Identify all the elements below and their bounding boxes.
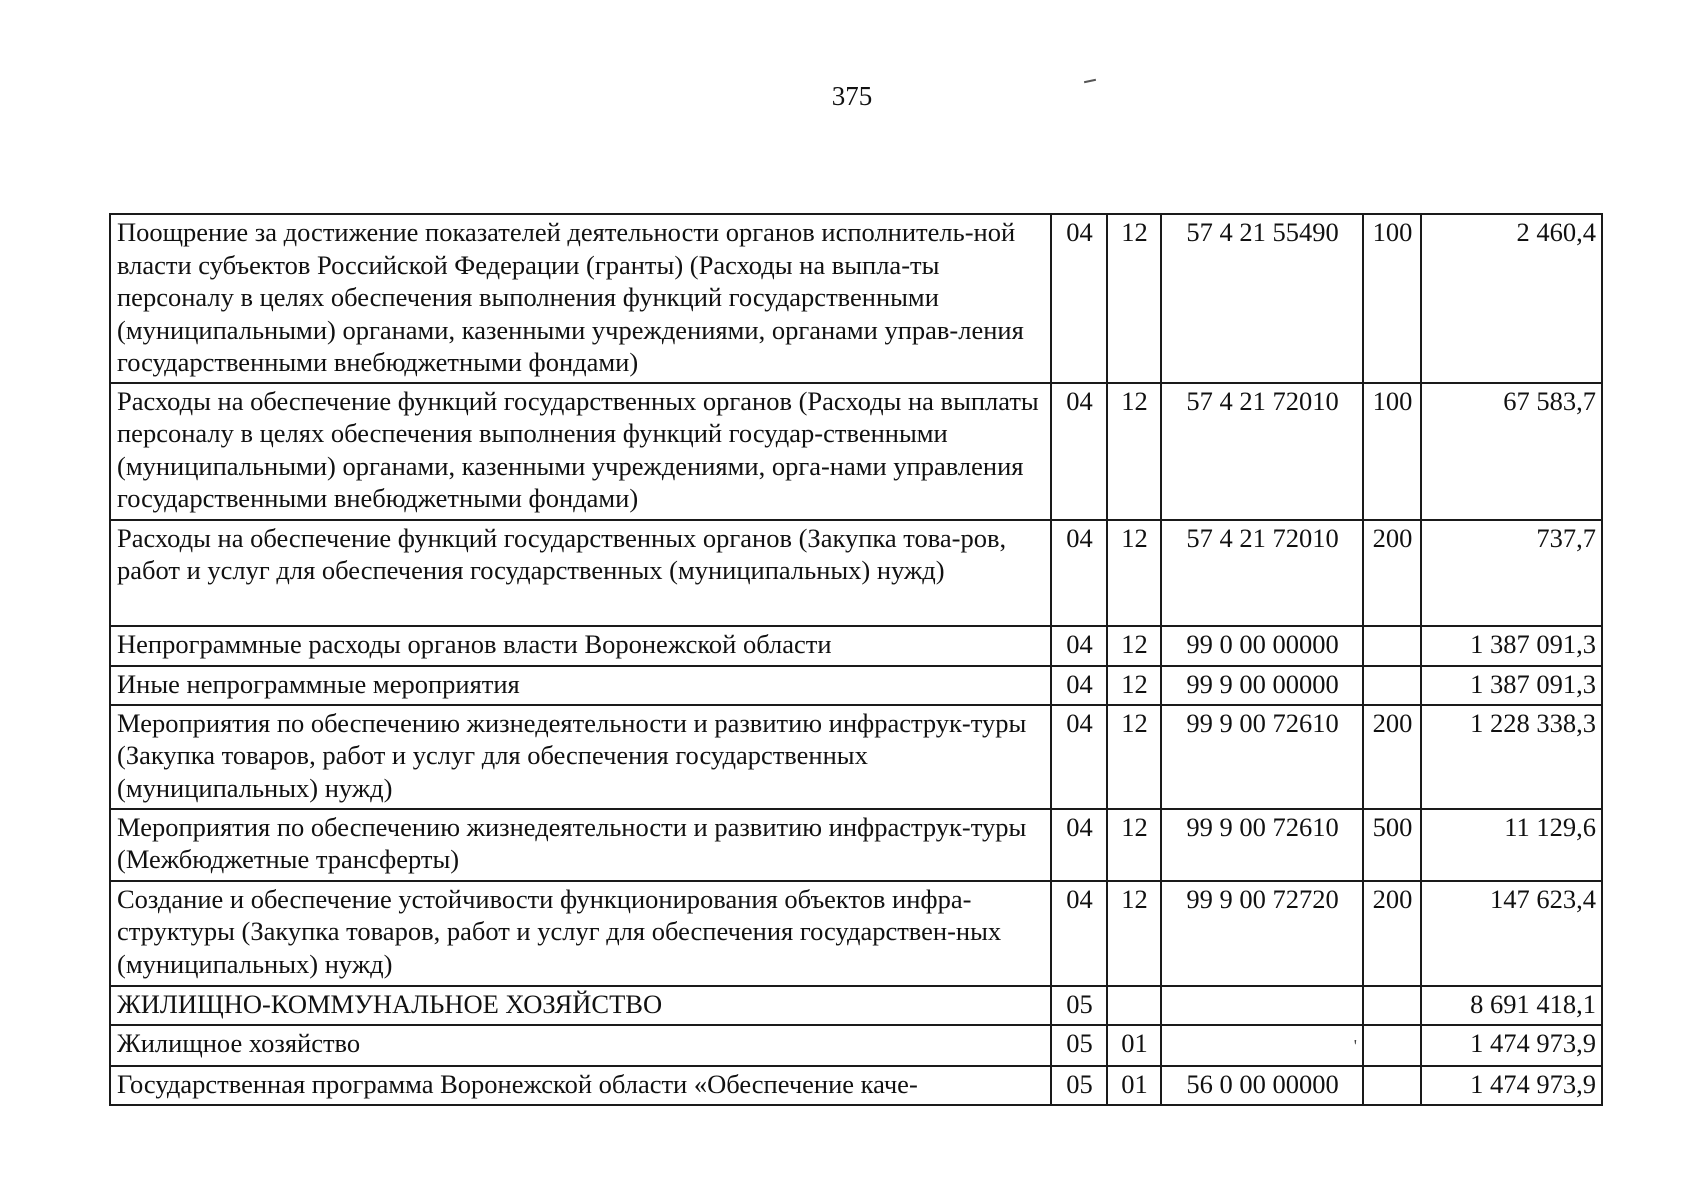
subsection-code: 01 <box>1107 1025 1161 1067</box>
expense-name: Жилищное хозяйство <box>110 1025 1051 1067</box>
table-row <box>110 626 1602 666</box>
table-row <box>110 881 1602 986</box>
subsection-code: 01 <box>1107 1066 1161 1105</box>
section-code: 04 <box>1051 809 1107 881</box>
target-article-code <box>1161 986 1363 1025</box>
expense-name: Государственная программа Воронежской области «Обеспечение каче- <box>110 1066 1051 1105</box>
target-article-code: 57 4 21 55490 <box>1161 214 1363 383</box>
target-article-code <box>1161 1025 1363 1067</box>
target-article-code: 99 9 00 72610 <box>1161 705 1363 809</box>
amount: 1 228 338,3 <box>1421 705 1602 809</box>
amount: 11 129,6 <box>1421 809 1602 881</box>
table-row <box>110 986 1602 1025</box>
expense-name: Расходы на обеспечение функций государственных органов (Закупка това-ров, работ и услуг для обеспечения государственных (муниципальных) нужд) <box>110 520 1051 626</box>
section-code: 04 <box>1051 626 1107 666</box>
budget-table <box>109 213 1603 1106</box>
expense-name: Мероприятия по обеспечению жизнедеятельности и развитию инфраструк-туры (Межбюджетные трансферты) <box>110 809 1051 881</box>
subsection-code: 12 <box>1107 666 1161 705</box>
expense-type-code: 200 <box>1363 881 1421 986</box>
table-row <box>110 1025 1602 1067</box>
subsection-code: 12 <box>1107 809 1161 881</box>
section-code: 04 <box>1051 520 1107 626</box>
expense-type-code: 100 <box>1363 214 1421 383</box>
table-row <box>110 705 1602 809</box>
table-row <box>110 383 1602 520</box>
expense-type-code <box>1363 986 1421 1025</box>
target-article-code: 57 4 21 72010 <box>1161 383 1363 520</box>
expense-name: Мероприятия по обеспечению жизнедеятельности и развитию инфраструк-туры (Закупка товаров, работ и услуг для обеспечения государственных (муниципальных) нужд) <box>110 705 1051 809</box>
table-row <box>110 809 1602 881</box>
amount: 1 387 091,3 <box>1421 666 1602 705</box>
expense-type-code <box>1363 1025 1421 1067</box>
subsection-code: 12 <box>1107 520 1161 626</box>
section-code: 04 <box>1051 705 1107 809</box>
expense-type-code <box>1363 1066 1421 1105</box>
subsection-code: 12 <box>1107 705 1161 809</box>
expense-name: ЖИЛИЩНО-КОММУНАЛЬНОЕ ХОЗЯЙСТВО <box>110 986 1051 1025</box>
section-code: 05 <box>1051 1025 1107 1067</box>
section-code: 05 <box>1051 986 1107 1025</box>
amount: 147 623,4 <box>1421 881 1602 986</box>
stray-mark: ' <box>1353 1035 1357 1056</box>
page-number: 375 <box>831 81 873 111</box>
subsection-code: 12 <box>1107 214 1161 383</box>
amount: 1 387 091,3 <box>1421 626 1602 666</box>
expense-name: Иные непрограммные мероприятия <box>110 666 1051 705</box>
expense-type-code: 500 <box>1363 809 1421 881</box>
target-article-code: 57 4 21 72010 <box>1161 520 1363 626</box>
subsection-code: 12 <box>1107 383 1161 520</box>
expense-name: Расходы на обеспечение функций государственных органов (Расходы на выплаты персоналу в целях обеспечения выполнения функций государ-ственными (муниципальными) органами, казенными учреждениями, орга-нами управления государственными внебюджетными фондами) <box>110 383 1051 520</box>
section-code: 04 <box>1051 881 1107 986</box>
target-article-code: 99 9 00 72610 <box>1161 809 1363 881</box>
table-row <box>110 666 1602 705</box>
section-code: 05 <box>1051 1066 1107 1105</box>
amount: 737,7 <box>1421 520 1602 626</box>
expense-type-code <box>1363 626 1421 666</box>
section-code: 04 <box>1051 214 1107 383</box>
subsection-code <box>1107 986 1161 1025</box>
table-row <box>110 520 1602 626</box>
subsection-code: 12 <box>1107 626 1161 666</box>
amount: 1 474 973,9 <box>1421 1025 1602 1067</box>
subsection-code: 12 <box>1107 881 1161 986</box>
expense-name: Непрограммные расходы органов власти Воронежской области <box>110 626 1051 666</box>
target-article-code: 99 0 00 00000 <box>1161 626 1363 666</box>
expense-name: Создание и обеспечение устойчивости функционирования объектов инфра-структуры (Закупка товаров, работ и услуг для обеспечения государствен-ных (муниципальных) нужд) <box>110 881 1051 986</box>
target-article-code: 99 9 00 72720 <box>1161 881 1363 986</box>
expense-type-code <box>1363 666 1421 705</box>
section-code: 04 <box>1051 383 1107 520</box>
amount: 2 460,4 <box>1421 214 1602 383</box>
expense-type-code: 200 <box>1363 705 1421 809</box>
expense-type-code: 200 <box>1363 520 1421 626</box>
table-row <box>110 1066 1602 1105</box>
amount: 1 474 973,9 <box>1421 1066 1602 1105</box>
amount: 67 583,7 <box>1421 383 1602 520</box>
amount: 8 691 418,1 <box>1421 986 1602 1025</box>
section-code: 04 <box>1051 666 1107 705</box>
table-row <box>110 214 1602 383</box>
target-article-code: 56 0 00 00000 <box>1161 1066 1363 1105</box>
target-article-code: 99 9 00 00000 <box>1161 666 1363 705</box>
expense-type-code: 100 <box>1363 383 1421 520</box>
expense-name: Поощрение за достижение показателей деятельности органов исполнитель-ной власти субъектов Российской Федерации (гранты) (Расходы на выпла-ты персоналу в целях обеспечения выполнения функций государственными (муниципальными) органами, казенными учреждениями, органами управ-ления государственными внебюджетными фондами) <box>110 214 1051 383</box>
